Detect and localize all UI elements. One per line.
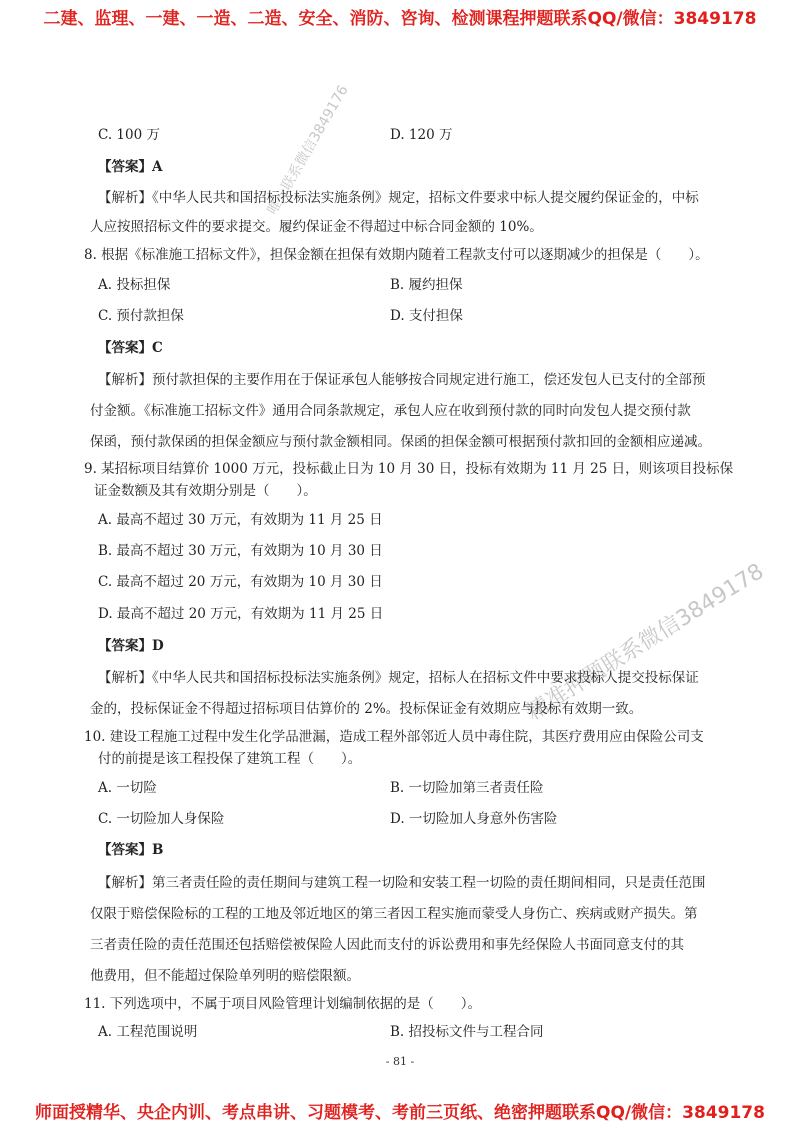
watermark-text: 精准押题联系微信3849178	[522, 559, 769, 726]
watermark-text: 唯一联系微信3849176	[264, 82, 352, 218]
q9-stem: 9. 某招标项目结算价 1000 万元，投标截止日为 10 月 30 日，投标有效期为 11 月 25 日，则该项目投标保	[84, 461, 734, 477]
header-banner: 二建、监理、一建、一造、二造、安全、消防、咨询、检测课程押题联系QQ/微信：3849178	[43, 9, 757, 29]
page-number: - 81 -	[385, 1055, 415, 1068]
q7-analysis-line: 人应按照招标文件的要求提交。履约保证金不得超过中标合同金额的 10%。	[90, 219, 543, 235]
q11-option-b: B. 招投标文件与工程合同	[390, 1024, 544, 1040]
q10-option-c: C. 一切险加人身保险	[98, 811, 225, 827]
q10-analysis-line: 仅限于赔偿保险标的工程的工地及邻近地区的第三者因工程实施而蒙受人身伤亡、疾病或财产损失。第	[90, 906, 698, 922]
q10-analysis-line: 他费用，但不能超过保险单列明的赔偿限额。	[90, 968, 360, 984]
q9-analysis-line: 金的，投标保证金不得超过招标项目估算价的 2%。投标保证金有效期应与投标有效期一致。	[90, 701, 643, 717]
q7-analysis-line: 【解析】《中华人民共和国招标投标法实施条例》规定，招标文件要求中标人提交履约保证金的，中标	[98, 190, 699, 206]
q11-option-a: A. 工程范围说明	[98, 1024, 198, 1040]
q9-stem: 证金数额及其有效期分别是（ ）。	[94, 483, 317, 499]
q9-analysis-line: 【解析】《中华人民共和国招标投标法实施条例》规定，招标人在招标文件中要求投标人提交投标保证	[98, 670, 699, 686]
q9-option-a: A. 最高不超过 30 万元，有效期为 11 月 25 日	[98, 512, 383, 528]
q9-option-d: D. 最高不超过 20 万元，有效期为 11 月 25 日	[98, 606, 384, 622]
q10-analysis-line: 三者责任险的责任范围还包括赔偿被保险人因此而支付的诉讼费用和事先经保险人书面同意支付的其	[90, 937, 684, 953]
q8-option-c: C. 预付款担保	[98, 308, 184, 324]
q8-stem: 8. 根据《标准施工招标文件》，担保金额在担保有效期内随着工程款支付可以逐期减少的担保是（ ）。	[84, 247, 709, 263]
q9-option-c: C. 最高不超过 20 万元，有效期为 10 月 30 日	[98, 574, 383, 590]
footer-banner: 师面授精华、央企内训、考点串讲、习题模考、考前三页纸、绝密押题联系QQ/微信：3849178	[35, 1103, 765, 1123]
q8-option-d: D. 支付担保	[390, 308, 463, 324]
q11-stem: 11. 下列选项中，不属于项目风险管理计划编制依据的是（ ）。	[84, 996, 482, 1012]
q8-analysis-line: 付金额。《标准施工招标文件》通用合同条款规定，承包人应在收到预付款的同时向发包人提交预付款	[90, 403, 691, 419]
q10-option-a: A. 一切险	[98, 780, 157, 796]
q7-option-d: D. 120 万	[390, 127, 453, 143]
q9-option-b: B. 最高不超过 30 万元，有效期为 10 月 30 日	[98, 543, 383, 559]
q10-option-d: D. 一切险加人身意外伤害险	[390, 811, 558, 827]
q10-stem: 10. 建设工程施工过程中发生化学品泄漏，造成工程外部邻近人员中毒住院，其医疗费用应由保险公司支	[84, 729, 704, 745]
q7-option-c: C. 100 万	[98, 127, 160, 143]
q10-option-b: B. 一切险加第三者责任险	[390, 780, 544, 796]
q8-answer: 【答案】C	[98, 340, 163, 356]
q7-answer: 【答案】A	[98, 159, 163, 175]
q8-option-a: A. 投标担保	[98, 277, 171, 293]
q9-answer: 【答案】D	[98, 638, 164, 654]
q8-analysis-line: 保函，预付款保函的担保金额应与预付款金额相同。保函的担保金额可根据预付款扣回的金额相应递减。	[90, 434, 711, 450]
q10-answer: 【答案】B	[98, 842, 164, 858]
q10-analysis-line: 【解析】第三者责任险的责任期间与建筑工程一切险和安装工程一切险的责任期间相同，只是责任范围	[98, 875, 706, 891]
q8-option-b: B. 履约担保	[390, 277, 463, 293]
q10-stem: 付的前提是该工程投保了建筑工程（ ）。	[98, 751, 362, 767]
q8-analysis-line: 【解析】预付款担保的主要作用在于保证承包人能够按合同规定进行施工，偿还发包人已支付的全部预	[98, 372, 706, 388]
